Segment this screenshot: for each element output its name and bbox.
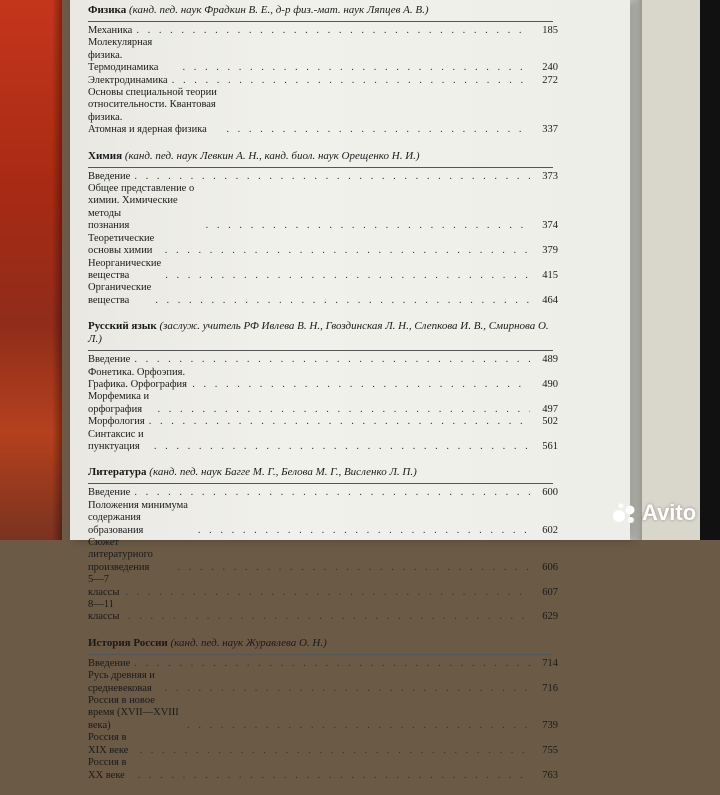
- section-title: Русский язык: [88, 320, 157, 333]
- dot-leader: [138, 770, 530, 782]
- dot-leader: [226, 124, 530, 136]
- toc-entry: [88, 732, 558, 757]
- toc-section: [88, 150, 558, 307]
- toc-entry: [88, 574, 558, 599]
- section-authors: (канд. пед. наук Журавлева О. Н.): [170, 636, 327, 649]
- entry-title: Механика: [88, 25, 133, 36]
- dot-leader: [192, 379, 530, 391]
- entry-title: Положения минимума содержания образования: [88, 499, 188, 536]
- entry-title: Россия в XIX веке: [88, 732, 129, 756]
- entry-page-number: 716: [542, 682, 558, 694]
- dot-leader: [155, 295, 530, 307]
- entry-page-number: 629: [542, 611, 558, 623]
- entry-page-number: 600: [542, 487, 558, 499]
- table-of-contents: [88, 4, 558, 795]
- section-title: Литература: [88, 466, 147, 479]
- toc-entry: [88, 282, 558, 307]
- toc-entry: [88, 75, 558, 87]
- background-book-cover-red: [0, 0, 62, 540]
- section-heading: [88, 4, 558, 17]
- dot-leader: [165, 245, 530, 257]
- toc-entry: [88, 670, 558, 695]
- dot-leader: [136, 25, 530, 37]
- entry-page-number: 561: [542, 440, 558, 452]
- avito-watermark: [612, 500, 696, 526]
- entry-page-number: 373: [542, 170, 558, 182]
- toc-entry: [88, 391, 558, 416]
- entry-page-number: 502: [542, 416, 558, 428]
- entry-page-number: 739: [542, 719, 558, 731]
- entry-title: Введение: [88, 354, 131, 366]
- entry-title: Введение: [88, 170, 131, 182]
- section-title: История России: [88, 636, 168, 649]
- section-divider: [88, 167, 553, 168]
- dot-leader: [172, 75, 530, 87]
- entry-title: Сюжет литературного произведения: [88, 537, 153, 573]
- watermark-text: Avito: [642, 500, 697, 525]
- section-divider: [88, 21, 553, 22]
- entry-page-number: 606: [542, 561, 558, 573]
- entry-title: Русь древняя и средневековая: [88, 670, 155, 694]
- dot-leader: [158, 404, 530, 416]
- section-authors: (канд. пед. наук Фрадкин В. Е., д-р физ.-мат. наук Ляпцев А. В.): [128, 4, 429, 16]
- toc-entry: [88, 599, 558, 624]
- entry-page-number: 489: [542, 354, 558, 366]
- section-heading: [88, 637, 558, 650]
- toc-entry: [88, 658, 558, 670]
- dot-leader: [125, 587, 530, 599]
- toc-entry: [88, 367, 558, 392]
- toc-entry: [88, 37, 558, 74]
- entry-title: Синтаксис и пунктуация: [88, 428, 144, 452]
- background-right-edge: [700, 0, 720, 540]
- entry-title: Органические вещества: [88, 282, 152, 306]
- entry-page-number: 490: [542, 378, 558, 390]
- dot-leader: [183, 62, 530, 74]
- entry-page-number: 185: [542, 25, 558, 36]
- toc-entry: [88, 25, 558, 37]
- entry-title: Основы специальной теории относительности. Квантовая физика. Атомная и ядерная физика: [88, 87, 217, 136]
- entry-title: Электродинамика: [88, 74, 168, 86]
- dot-leader: [198, 525, 530, 537]
- entry-title: 8—11 классы: [88, 599, 120, 623]
- toc-entry: [88, 233, 558, 258]
- toc-entry: [88, 416, 558, 428]
- toc-section: [88, 4, 558, 137]
- entry-page-number: 464: [542, 294, 558, 306]
- entry-page-number: 379: [542, 245, 558, 257]
- entry-page-number: 763: [542, 769, 558, 781]
- entry-page-number: 374: [542, 220, 558, 232]
- dot-leader: [128, 611, 530, 623]
- toc-entry: [88, 354, 558, 366]
- entry-title: Теоретические основы химии: [88, 232, 155, 257]
- dot-leader: [165, 270, 530, 282]
- toc-entry: [88, 500, 558, 537]
- toc-section: [88, 637, 558, 782]
- dot-leader: [154, 441, 530, 453]
- entry-title: Введение: [88, 487, 131, 499]
- section-authors: (канд. пед. наук Багге М. Г., Белова М. Г., Висленко Л. П.): [149, 466, 417, 479]
- section-title: Физика: [88, 4, 127, 16]
- page-edge: [630, 0, 642, 540]
- section-heading: [88, 150, 558, 163]
- entry-page-number: 602: [542, 524, 558, 536]
- avito-logo-icon: [612, 502, 638, 524]
- entry-title: Молекулярная физика. Термодинамика: [88, 37, 159, 74]
- dot-leader: [187, 720, 530, 732]
- entry-page-number: 415: [542, 269, 558, 281]
- toc-entry: [88, 171, 558, 183]
- entry-page-number: 240: [542, 62, 558, 74]
- dot-leader: [134, 487, 530, 499]
- dot-leader: [140, 745, 531, 757]
- section-heading: [88, 466, 558, 479]
- entry-title: 5—7 классы: [88, 574, 120, 598]
- entry-title: Россия в новое время (XVII—XVIII века): [88, 695, 179, 731]
- toc-section: [88, 466, 558, 623]
- toc-entry: [88, 695, 558, 732]
- entry-title: Морфология: [88, 416, 145, 428]
- section-authors: (канд. пед. наук Левкин А. Н., канд. биол. наук Орещенко Н. И.): [124, 149, 420, 162]
- section-divider: [88, 654, 553, 655]
- toc-entry: [88, 757, 558, 782]
- entry-title: Морфемика и орфография: [88, 391, 150, 415]
- section-divider: [88, 483, 553, 484]
- toc-section: [88, 320, 558, 453]
- section-authors: (заслуж. учитель РФ Ивлева В. Н., Гвоздинская Л. Н., Слепкова И. В., Смирнова О. Л.): [88, 320, 549, 346]
- entry-title: Фонетика. Орфоэпия. Графика. Орфография: [88, 366, 187, 390]
- dot-leader: [165, 683, 530, 695]
- toc-entry: [88, 87, 558, 137]
- dot-leader: [149, 416, 530, 428]
- toc-entry: [88, 429, 558, 454]
- dot-leader: [134, 171, 530, 183]
- entry-page-number: 755: [542, 744, 558, 756]
- entry-title: Введение: [88, 657, 131, 669]
- entry-page-number: 607: [542, 586, 558, 598]
- entry-title: Россия в XX веке: [88, 757, 127, 781]
- entry-title: Неорганические вещества: [88, 257, 162, 281]
- section-divider: [88, 350, 553, 351]
- section-heading: [88, 320, 558, 346]
- toc-entry: [88, 487, 558, 499]
- dot-leader: [178, 562, 530, 574]
- toc-entry: [88, 537, 558, 574]
- book-page: [70, 0, 630, 781]
- entry-page-number: 714: [542, 657, 558, 669]
- dot-leader: [134, 658, 530, 670]
- entry-page-number: 497: [542, 403, 558, 415]
- dot-leader: [206, 220, 530, 232]
- entry-title: Общее представление о химии. Химические методы познания: [88, 183, 195, 232]
- dot-leader: [134, 354, 530, 366]
- entry-page-number: 272: [542, 74, 558, 86]
- toc-entry: [88, 183, 558, 233]
- section-title: Химия: [88, 149, 123, 162]
- toc-entry: [88, 258, 558, 283]
- entry-page-number: 337: [542, 124, 558, 136]
